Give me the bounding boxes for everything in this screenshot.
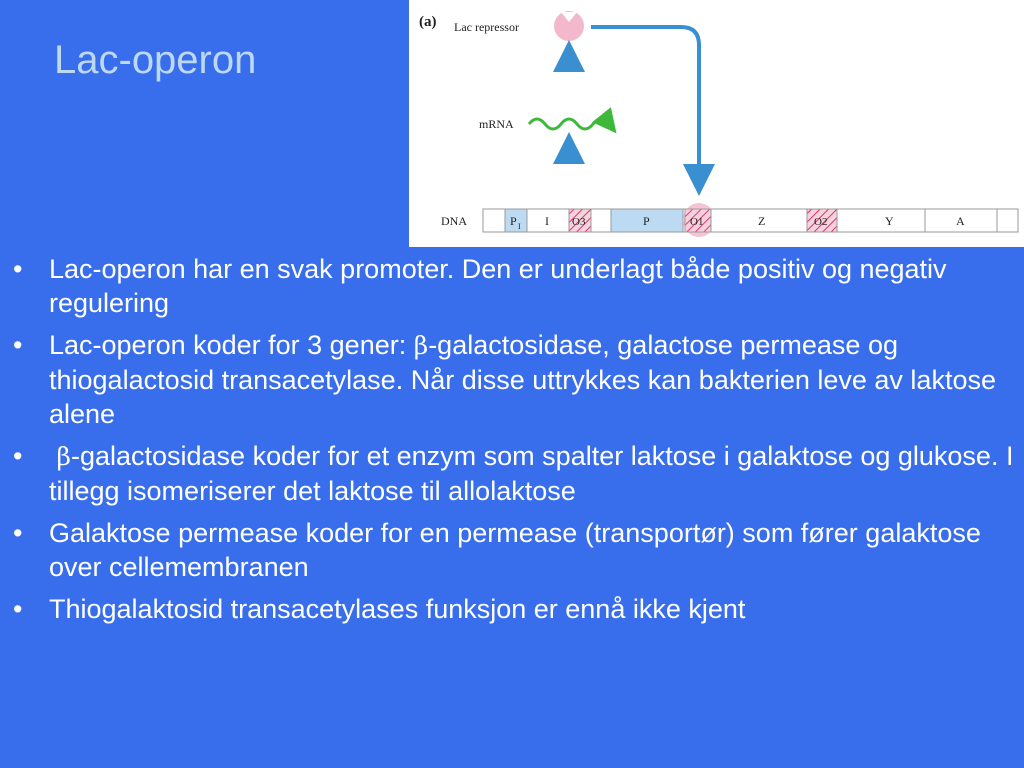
dna-segment-y	[837, 209, 925, 232]
bullet-text-before	[49, 441, 57, 471]
bullet-text-before: Lac-operon koder for 3 gener:	[49, 330, 414, 360]
lac-repressor-icon	[554, 11, 584, 41]
bullet-text: Thiogalaktosid transacetylases funksjon er ennå ikke kjent	[49, 594, 746, 624]
bullet-text-after: -galactosidase, galactose permease og thiogalactosid transacetylase. Når disse uttrykkes kan bakterien leve av laktose alene	[49, 330, 996, 429]
o1-label: O1	[690, 216, 704, 228]
bullet-marker: •	[13, 254, 23, 284]
dna-label: DNA	[441, 214, 467, 228]
p-label: P	[643, 214, 650, 228]
panel-label: (a)	[419, 14, 437, 30]
bullet-marker: •	[13, 441, 23, 471]
bullet-item-transacetylase	[10, 592, 1015, 626]
lac-operon-figure	[409, 0, 1024, 247]
o3-label: O3	[572, 216, 586, 228]
mrna-label: mRNA	[479, 117, 514, 131]
bullet-marker: •	[13, 594, 23, 624]
beta-symbol: β	[56, 442, 71, 471]
lac-operon-diagram	[409, 0, 1024, 247]
i-label: I	[545, 214, 549, 228]
dna-segment-start	[483, 209, 505, 232]
bullet-text: Lac-operon har en svak promoter. Den er underlagt både positiv og negativ regulering	[49, 254, 947, 318]
slide-title: Lac-operon	[54, 38, 257, 82]
mrna-wave-icon	[529, 119, 609, 129]
bullet-item-promoter	[10, 252, 1015, 320]
repressor-binding-arrow	[591, 27, 699, 180]
z-label: Z	[758, 214, 766, 228]
bullet-text-after: -galactosidase koder for et enzym som spalter laktose i galaktose og glukose. I tillegg isomeriserer det laktose til allolaktose	[49, 441, 1014, 506]
bullet-text: Galaktose permease koder for en permease (transportør) som fører galaktose over cellemembranen	[49, 518, 981, 582]
bullet-marker: •	[13, 518, 23, 548]
bullet-item-galactosidase	[10, 439, 1015, 508]
dna-segment-end	[997, 209, 1018, 232]
pi-label: P	[510, 214, 517, 228]
o2-label: O2	[814, 216, 828, 228]
repressor-label: Lac repressor	[454, 20, 519, 34]
a-label: A	[956, 214, 965, 228]
bullet-list	[10, 252, 1015, 634]
pi-subscript: I	[518, 222, 521, 231]
dna-segment-gap	[591, 209, 611, 232]
bullet-item-permease	[10, 516, 1015, 584]
bullet-item-genes	[10, 328, 1015, 431]
y-label: Y	[885, 214, 894, 228]
beta-symbol: β	[413, 331, 429, 360]
dna-strand	[483, 203, 1018, 237]
bullet-marker: •	[13, 330, 23, 360]
